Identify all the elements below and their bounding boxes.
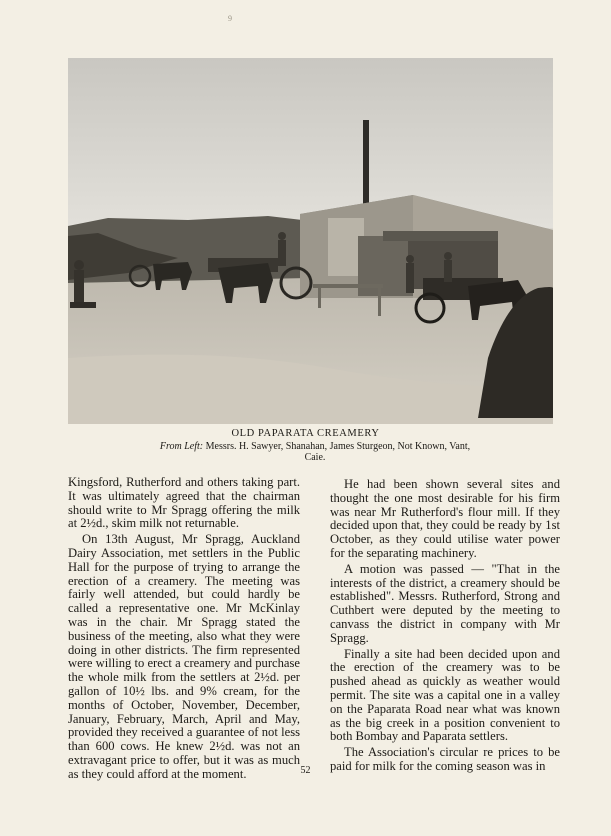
page-number: 52 [300,765,311,776]
corner-mark: 9 [228,14,232,23]
caption-names: Messrs. H. Sawyer, Shanahan, James Sturgeon, Not Known, Vant, Caie. [205,441,471,463]
left-column [68,476,300,782]
caption-lead: From Left: [159,441,204,452]
figure-caption [150,441,480,463]
right-paragraph-1: He had been shown several sites and thought the one most desirable for his firm was near Mr Rutherford's flour mill. If they decided upon that, they could be ready by 1st October, as they could utilise water power for the separating machinery. [330,477,560,560]
right-paragraph-2: A motion was passed — "That in the interests of the district, a creamery should be established". Messrs. Rutherford, Strong and Cuthbert were deputed by the meeting to canvass the district in company with Mr Spragg. [330,561,560,645]
creamery-photograph [68,58,553,424]
right-paragraph-4: The Association's circular re prices to be paid for milk for the coming season was in [330,745,560,773]
right-column [330,476,560,774]
figure-title: OLD PAPARATA CREAMERY [231,428,380,439]
creamery-photo-drawing [68,58,553,424]
left-paragraph-2: On 13th August, Mr Spragg, Auckland Dairy Association, met settlers in the Public Hall for the purpose of trying to arrange the erection of a creamery. The meeting was fairly well attended, but could hardly be called a representative one. Mr McKinlay was in the chair. Mr Spragg stated the business of the meeting, also what they were doing in other districts. The firm represented were willing to erect a creamery and purchase the whole milk from the settlers at 2½d. per gallon of 10½ lbs. and 9% cream, for the months of October, November, December, January, February, March, April and May, provided they received a guarantee of not less than 600 cows. He knew 2½d. was not an extravagant price to offer, but it was as much as they could afford at the moment. [68,532,300,781]
left-paragraph-1: Kingsford, Rutherford and others taking part. It was ultimately agreed that the chairman should write to Mr Spragg offering the milk at 2½d., skim milk not returnable. [68,475,300,531]
right-paragraph-3: Finally a site had been decided upon and the erection of the creamery was to be pushed ahead as quickly as weather would permit. The site was a capital one in a valley on the Paparata Road near what was known as the big creek in a position convenient to both Bombay and Paparata settlers. [330,646,560,744]
